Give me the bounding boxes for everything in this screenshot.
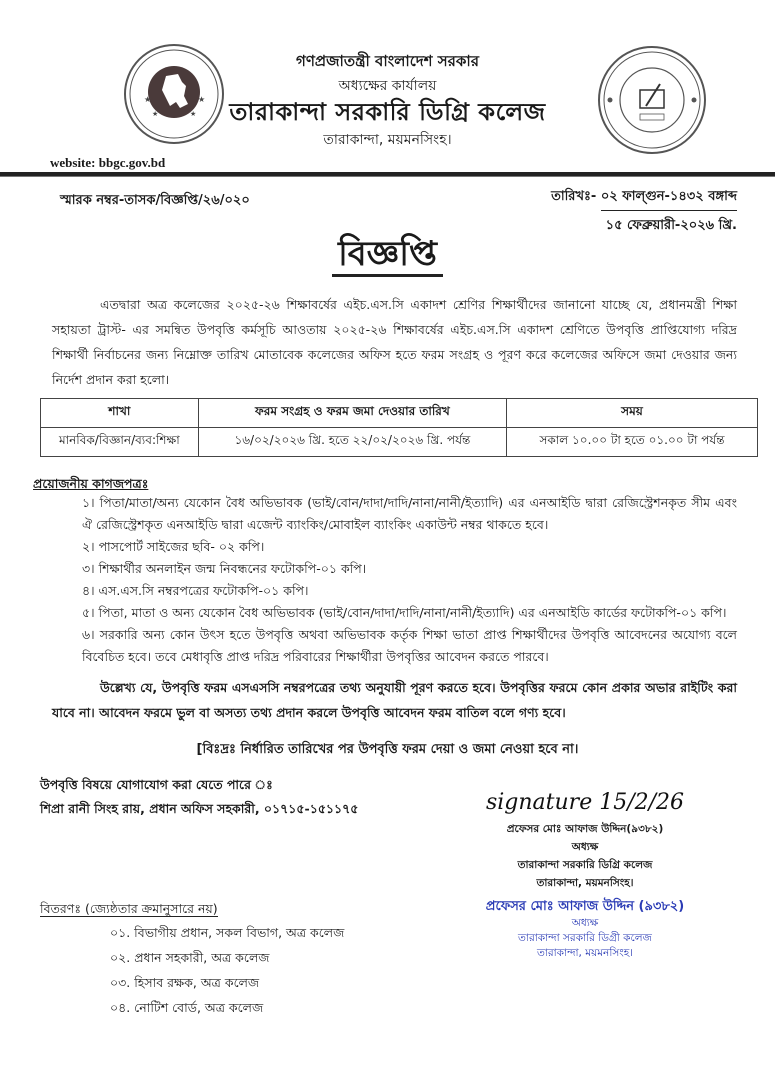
list-item: ৪। এস.এস.সি নম্বরপত্রের ফটোকপি-০১ কপি। — [82, 583, 309, 598]
date-bangla: ০২ ফাল্গুন-১৪৩২ বঙ্গাব্দ — [601, 187, 737, 211]
stamp-address: তারাকান্দা, ময়মনসিংহ। — [536, 947, 634, 959]
date-english: ১৫ ফেব্রুয়ারী-২০২৬ খ্রি. — [605, 218, 737, 233]
cell-date: ১৬/০২/২০২৬ খ্রি. হতে ২২/০২/২০২৬ খ্রি. পর্যন্ত — [198, 428, 506, 457]
stamp-name: প্রফেসর মোঃ আফাজ উদ্দিন (৯৩৮২) — [485, 899, 685, 914]
note-paragraph: উল্লেখ্য যে, উপবৃত্তি ফরম এসএসসি নম্বরপত্রের তথ্য অনুযায়ী পূরণ করতে হবে। উপবৃত্তির ফরমে কোন প্রকার অভার রাইটিং করা যাবে না। আবেদন ফরমে ভুল বা অসত্য তথ্য প্রদান করলে উপবৃত্তি আবেদন ফরম বাতিল বলে গণ্য হবে। — [52, 680, 737, 720]
distribution-heading — [40, 901, 218, 921]
header-branch: শাখা — [41, 399, 199, 428]
list-item: ৬। সরকারি অন্য কোন উৎস হতে উপবৃত্তি অথবা অভিভাবক কর্তৃক শিক্ষা ভাতা প্রাপ্ত শিক্ষার্থীদের উপবৃত্তি আবেদনের অযোগ্য বলে বিবেচিত হবে। তবে মেধাবৃত্তি প্রাপ্ত দরিদ্র পরিবারের শিক্ষার্থীরা উপবৃত্তির আবেদন করতে পারবে। — [82, 627, 737, 664]
office-name: অধ্যক্ষের কার্যালয় — [338, 78, 437, 94]
svg-text:★: ★ — [190, 110, 197, 118]
svg-text:★: ★ — [152, 110, 159, 118]
memo-number: স্মারক নম্বর-তাসক/বিজ্ঞপ্তি/২৬/০২০ — [60, 193, 250, 208]
signatory-address: তারাকান্দা, ময়মনসিংহ। — [536, 877, 634, 889]
list-item: ০৩. হিসাব রক্ষক, অত্র কলেজ — [110, 975, 260, 990]
government-name: গণপ্রজাতন্ত্রী বাংলাদেশ সরকার — [296, 52, 479, 70]
signatory-designation: অধ্যক্ষ — [571, 841, 599, 853]
handwritten-signature: signature 15/2/26 — [485, 790, 685, 815]
table-row — [41, 428, 758, 457]
contact-label: উপবৃত্তি বিষয়ে যোগাযোগ করা যেতে পারে ঃ — [40, 777, 273, 792]
warning-text: [বিঃদ্রঃ নির্ধারিত তারিখের পর উপবৃত্তি ফরম দেয়া ও জমা নেওয়া হবে না। — [196, 742, 579, 757]
signature-block — [470, 790, 700, 892]
svg-text:★: ★ — [144, 95, 152, 104]
intro-paragraph: এতদ্বারা অত্র কলেজের ২০২৫-২৬ শিক্ষাবর্ষের এইচ.এস.সি একাদশ শ্রেণির শিক্ষার্থীদের জানানো যাচ্ছে যে, প্রধানমন্ত্রী শিক্ষা সহায়তা ট্রাস্ট- এর সমন্বিত উপবৃত্তি কর্মসূচি আওতায় ২০২৫-২৬ শিক্ষাবর্ষের এইচ.এস.সি একাদশ শ্রেণিতে উপবৃত্তি প্রাপ্তিযোগ্য দরিদ্র শিক্ষার্থী নির্বাচনের জন্য নিম্নোক্ত তারিখ মোতাবেক কলেজের অফিস হতে ফরম সংগ্রহ ও পূরণ করে কলেজের অফিসে জমা দেওয়ার জন্য নির্দেশ প্রদান করা হলো। — [52, 297, 737, 387]
schedule-table — [40, 398, 758, 457]
signatory-name: প্রফেসর মোঃ আফাজ উদ্দিন(৯৩৮২) — [506, 823, 664, 835]
header-divider — [0, 172, 775, 177]
list-item: ৩। শিক্ষার্থীর অনলাইন জন্ম নিবন্ধনের ফটোকপি-০১ কপি। — [82, 561, 367, 576]
college-address: তারাকান্দা, ময়মনসিংহ। — [323, 132, 452, 148]
header-date: ফরম সংগ্রহ ও ফরম জমা দেওয়ার তারিখ — [198, 399, 506, 428]
cell-branch: মানবিক/বিজ্ঞান/ব্যব:শিক্ষা — [41, 428, 199, 457]
cell-time: সকাল ১০.০০ টা হতে ০১.০০ টা পর্যন্ত — [507, 428, 758, 457]
documents-heading: প্রয়োজনীয় কাগজপত্রঃ — [33, 476, 149, 491]
contact-person: শিপ্রা রানী সিংহ রায়, প্রধান অফিস সহকারী, ০১৭১৫-১৫১১৭৫ — [40, 801, 359, 816]
list-item: ০৪. নোটিশ বোর্ড, অত্র কলেজ — [110, 1000, 264, 1015]
svg-text:★: ★ — [198, 95, 206, 104]
header-time: সময় — [507, 399, 758, 428]
list-item: ৫। পিতা, মাতা ও অন্য যেকোন বৈধ অভিভাবক (ভাই/বোন/দাদা/দাদি/নানা/নানী/ইত্যাদি) এর এনআইডি কার্ডের ফটোকপি-০১ কপি। — [82, 605, 727, 620]
distribution-heading-text: বিতরণঃ (জ্যেষ্ঠতার ক্রমানুসারে নয়) — [40, 901, 218, 916]
website-link[interactable]: website: bbgc.gov.bd — [50, 155, 166, 170]
notice-title-wrap — [0, 228, 775, 285]
documents-list — [82, 492, 737, 668]
distribution-list — [110, 920, 344, 1020]
signatory-college: তারাকান্দা সরকারি ডিগ্রি কলেজ — [517, 859, 653, 871]
list-item: ২। পাসপোর্ট সাইজের ছবি- ০২ কপি। — [82, 539, 265, 554]
stamp-designation: অধ্যক্ষ — [571, 917, 599, 929]
table-header-row — [41, 399, 758, 428]
list-item: ০১. বিভাগীয় প্রধান, সকল বিভাগ, অত্র কলেজ — [110, 925, 345, 940]
notice-title: বিজ্ঞপ্তি — [332, 234, 443, 277]
college-name: তারাকান্দা সরকারি ডিগ্রি কলেজ — [229, 98, 546, 126]
list-item: ১। পিতা/মাতা/অন্য যেকোন বৈধ অভিভাবক (ভাই/বোন/দাদা/দাদি/নানা/নানী/ইত্যাদি) এর এনআইডি দ্বারা রেজিস্ট্রেশনকৃত সীম এবং ঐ রেজিস্ট্রেশকৃত এনআইডি দ্বারা এজেন্ট ব্যাংকিং/মোবাইল ব্যাংকিং একাউন্ট নম্বর থাকতে হবে। — [82, 495, 737, 532]
date-label: তারিখঃ- — [551, 189, 597, 204]
list-item: ০২. প্রধান সহকারী, অত্র কলেজ — [110, 950, 270, 965]
stamp-college: তারাকান্দা সরকারি ডিগ্রী কলেজ — [518, 932, 652, 944]
official-stamp — [470, 898, 700, 961]
